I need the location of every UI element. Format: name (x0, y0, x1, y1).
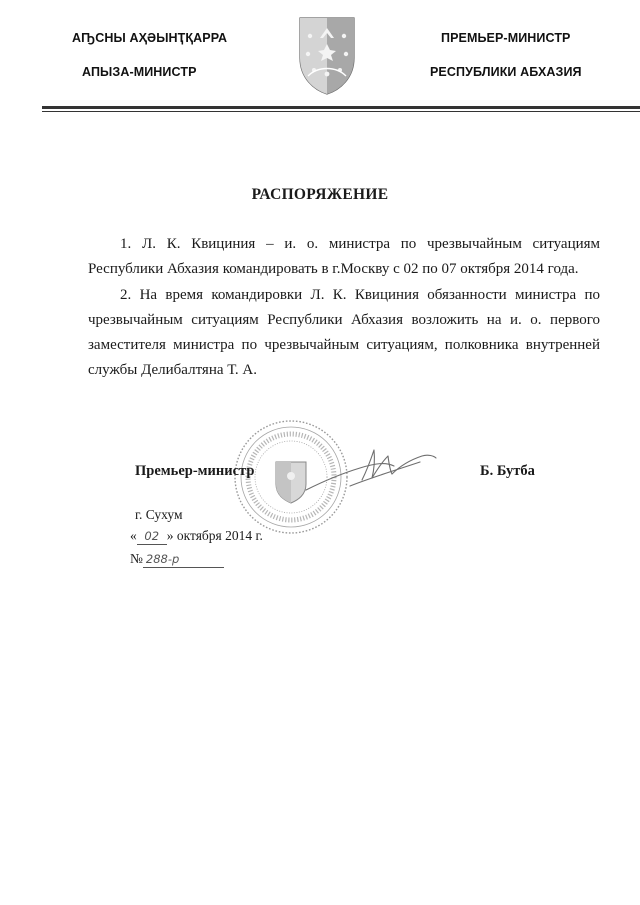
signature-name: Б. Бутба (480, 463, 535, 479)
order-item-2-number: 2. (120, 287, 132, 303)
document-date (130, 528, 263, 545)
order-item-1-text: Л. К. Квициния – и. о. министра по чрезвычайным ситуациям Республики Абхазия командировать в г.Москву с 02 по 07 октября 2014 года. (88, 236, 601, 277)
header-right-line2: РЕСПУБЛИКИ АБХАЗИЯ (430, 65, 582, 79)
order-item-1-number: 1. (120, 236, 132, 252)
order-item-1 (88, 232, 600, 282)
number-sign: № (130, 551, 143, 566)
number-value: 288-р (145, 552, 180, 566)
document-title: РАСПОРЯЖЕНИЕ (251, 186, 389, 203)
document-city: г. Сухум (135, 507, 183, 522)
date-day: 02 (144, 529, 160, 543)
abkhazia-emblem-icon (296, 14, 358, 96)
date-open-quote: « (130, 528, 137, 543)
header-left-line1: АҦСНЫ АҲӘЫНҬҚАРРА (72, 31, 228, 45)
header-right-line1: ПРЕМЬЕР-МИНИСТР (441, 31, 571, 45)
header-divider-thick (42, 106, 640, 109)
order-item-2 (88, 283, 600, 383)
document-number (130, 551, 224, 568)
header-left-line2: АПЫЗА-МИНИСТР (82, 65, 197, 79)
order-item-2-text: На время командировки Л. К. Квициния обязанности министра по чрезвычайным ситуациям Республики Абхазия возложить на и. о. первого заместителя министра по чрезвычайным ситуациям, полковника внутренней службы Делибалтяна Т. А. (88, 287, 600, 378)
handwritten-signature-icon (300, 438, 440, 498)
header-divider-thin (42, 111, 640, 112)
signature-position: Премьер-министр (135, 463, 255, 479)
date-rest: » октября 2014 г. (166, 528, 263, 543)
